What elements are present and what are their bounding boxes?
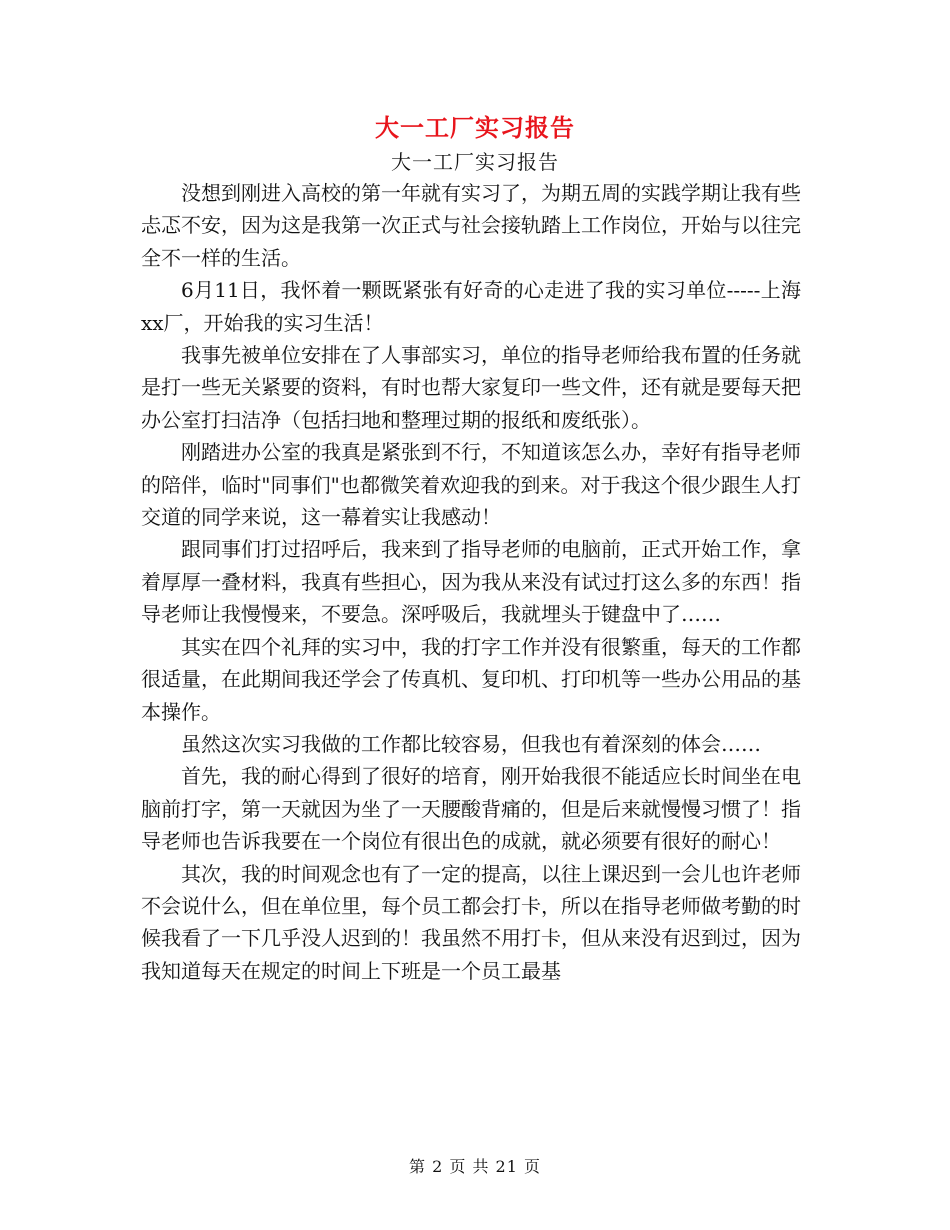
- page-number-footer: 第 2 页 共 21 页: [409, 1157, 541, 1176]
- paragraph: 其实在四个礼拜的实习中，我的打字工作并没有很繁重，每天的工作都很适量，在此期间我还学会了传真机、复印机、打印机等一些办公用品的基本操作。: [141, 634, 801, 724]
- paragraph: 6月11日，我怀着一颗既紧张有好奇的心走进了我的实习单位-----上海xx厂，开始我的实习生活！: [141, 278, 801, 335]
- paragraph: 其次，我的时间观念也有了一定的提高，以往上课迟到一会儿也许老师不会说什么，但在单位里，每个员工都会打卡，所以在指导老师做考勤的时候我看了一下几乎没人迟到的！我虽然不用打卡，但从来没有迟到过，因为我知道每天在规定的时间上下班是一个员工最基: [141, 861, 801, 983]
- document-body: [141, 177, 801, 987]
- paragraph: 首先，我的耐心得到了很好的培育，刚开始我很不能适应长时间坐在电脑前打字，第一天就因为坐了一天腰酸背痛的，但是后来就慢慢习惯了！指导老师也告诉我要在一个岗位有很出色的成就，就必须要有很好的耐心！: [141, 764, 801, 854]
- document-title: 大一工厂实习报告: [375, 113, 575, 142]
- paragraph: 跟同事们打过招呼后，我来到了指导老师的电脑前，正式开始工作，拿着厚厚一叠材料，我真有些担心，因为我从来没有试过打这么多的东西！指导老师让我慢慢来，不要急。深呼吸后，我就埋头于键盘中了……: [141, 537, 801, 627]
- paragraph: 刚踏进办公室的我真是紧张到不行，不知道该怎么办，幸好有指导老师的陪伴，临时"同事们"也都微笑着欢迎我的到来。对于我这个很少跟生人打交道的同学来说，这一幕着实让我感动！: [141, 440, 801, 530]
- paragraph: 虽然这次实习我做的工作都比较容易，但我也有着深刻的体会……: [181, 731, 761, 756]
- document-subtitle: 大一工厂实习报告: [391, 150, 559, 174]
- paragraph: 没想到刚进入高校的第一年就有实习了，为期五周的实践学期让我有些忐忑不安，因为这是我第一次正式与社会接轨踏上工作岗位，开始与以往完全不一样的生活。: [141, 181, 801, 270]
- paragraph: 我事先被单位安排在了人事部实习，单位的指导老师给我布置的任务就是打一些无关紧要的资料，有时也帮大家复印一些文件，还有就是要每天把办公室打扫洁净（包括扫地和整理过期的报纸和废纸张）。: [141, 343, 801, 432]
